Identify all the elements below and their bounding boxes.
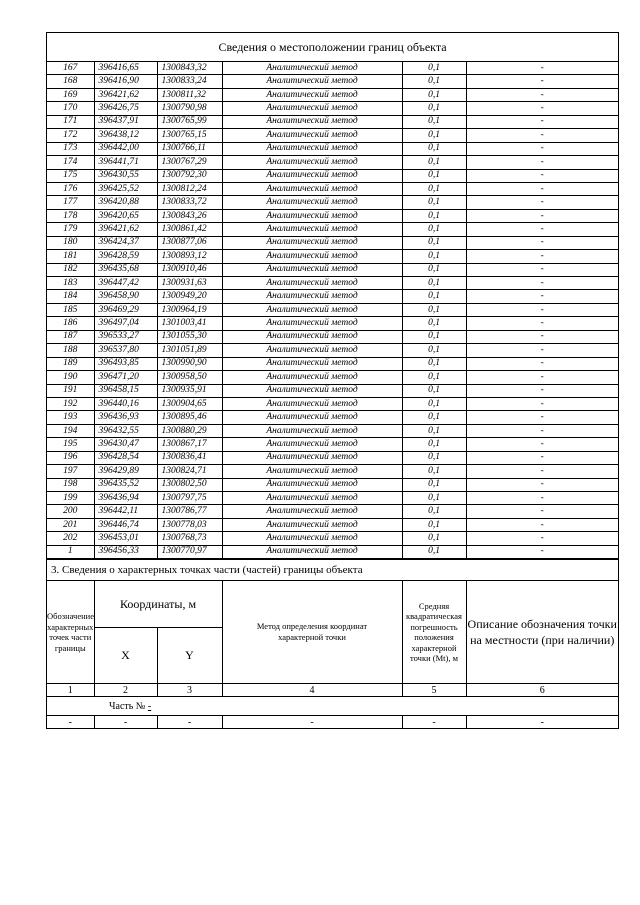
method-cell: Аналитический метод — [222, 371, 402, 384]
method-cell: Аналитический метод — [222, 344, 402, 357]
description-cell: - — [466, 182, 618, 195]
error-cell: 0,1 — [402, 115, 466, 128]
error-cell: 0,1 — [402, 223, 466, 236]
error-cell: 0,1 — [402, 384, 466, 397]
description-cell: - — [466, 438, 618, 451]
coord-x-cell: 396441,71 — [94, 156, 157, 169]
coord-y-cell: 1300958,50 — [157, 371, 222, 384]
coord-y-cell: 1300949,20 — [157, 290, 222, 303]
description-cell: - — [466, 115, 618, 128]
coord-y-cell: 1300767,29 — [157, 156, 222, 169]
description-cell: - — [466, 317, 618, 330]
description-cell: - — [466, 290, 618, 303]
description-cell: - — [466, 223, 618, 236]
method-cell: Аналитический метод — [222, 545, 402, 558]
method-cell: Аналитический метод — [222, 88, 402, 101]
part-label: Часть № — [109, 700, 146, 712]
error-cell: 0,1 — [402, 196, 466, 209]
coord-x-cell: 396436,93 — [94, 411, 157, 424]
coord-x-cell: 396432,55 — [94, 424, 157, 437]
description-cell: - — [466, 88, 618, 101]
coord-y-cell: 1300843,26 — [157, 209, 222, 222]
coord-x-cell: 396497,04 — [94, 317, 157, 330]
description-cell: - — [466, 250, 618, 263]
table-row — [47, 344, 618, 357]
column-numbers-row — [47, 684, 618, 697]
point-number-cell: 188 — [47, 344, 94, 357]
coord-x-cell: 396416,90 — [94, 75, 157, 88]
table-cell: - — [47, 716, 94, 729]
coord-x-cell: 396421,62 — [94, 88, 157, 101]
coord-x-cell: 396537,80 — [94, 344, 157, 357]
table-cell: - — [466, 716, 618, 729]
table-row — [47, 465, 618, 478]
method-cell: Аналитический метод — [222, 169, 402, 182]
error-cell: 0,1 — [402, 263, 466, 276]
method-cell: Аналитический метод — [222, 182, 402, 195]
error-cell: 0,1 — [402, 478, 466, 491]
header-x: X — [94, 628, 157, 684]
point-number-cell: 187 — [47, 330, 94, 343]
error-cell: 0,1 — [402, 518, 466, 531]
method-cell: Аналитический метод — [222, 223, 402, 236]
coord-y-cell: 1300812,24 — [157, 182, 222, 195]
coord-y-cell: 1300877,06 — [157, 236, 222, 249]
description-cell: - — [466, 505, 618, 518]
coord-x-cell: 396458,90 — [94, 290, 157, 303]
table-row — [47, 478, 618, 491]
column-number: 3 — [157, 684, 222, 697]
coord-y-cell: 1300766,11 — [157, 142, 222, 155]
coord-x-cell: 396430,55 — [94, 169, 157, 182]
error-cell: 0,1 — [402, 424, 466, 437]
part-number-cell — [47, 697, 618, 716]
error-cell: 0,1 — [402, 236, 466, 249]
table-row — [47, 250, 618, 263]
description-cell: - — [466, 142, 618, 155]
coord-y-cell: 1300964,19 — [157, 303, 222, 316]
coord-y-cell: 1300893,12 — [157, 250, 222, 263]
method-cell: Аналитический метод — [222, 438, 402, 451]
coord-y-cell: 1300843,32 — [157, 62, 222, 75]
description-cell: - — [466, 75, 618, 88]
coord-x-cell: 396428,59 — [94, 250, 157, 263]
error-cell: 0,1 — [402, 344, 466, 357]
method-cell: Аналитический метод — [222, 505, 402, 518]
coord-x-cell: 396442,11 — [94, 505, 157, 518]
coord-x-cell: 396426,75 — [94, 102, 157, 115]
coordinates-table-body — [47, 62, 618, 559]
error-cell: 0,1 — [402, 330, 466, 343]
column-number: 6 — [466, 684, 618, 697]
table-row — [47, 156, 618, 169]
table-row — [47, 236, 618, 249]
table-row — [47, 169, 618, 182]
table-row — [47, 492, 618, 505]
point-number-cell: 184 — [47, 290, 94, 303]
table-row — [47, 129, 618, 142]
table-row — [47, 451, 618, 464]
point-number-cell: 185 — [47, 303, 94, 316]
coord-x-cell: 396435,52 — [94, 478, 157, 491]
column-number: 5 — [402, 684, 466, 697]
method-cell: Аналитический метод — [222, 384, 402, 397]
coord-x-cell: 396458,15 — [94, 384, 157, 397]
description-cell: - — [466, 518, 618, 531]
point-number-cell: 198 — [47, 478, 94, 491]
error-cell: 0,1 — [402, 129, 466, 142]
coord-y-cell: 1300990,90 — [157, 357, 222, 370]
coord-y-cell: 1300833,24 — [157, 75, 222, 88]
coord-y-cell: 1301055,30 — [157, 330, 222, 343]
coord-y-cell: 1300931,63 — [157, 277, 222, 290]
method-cell: Аналитический метод — [222, 465, 402, 478]
part-points-table — [47, 581, 618, 728]
error-cell: 0,1 — [402, 169, 466, 182]
description-cell: - — [466, 371, 618, 384]
document-sheet — [46, 32, 619, 729]
point-number-cell: 197 — [47, 465, 94, 478]
header-error: Средняя квадратическая погрешность положения характерной точки (Mt), м — [402, 581, 466, 684]
header-designation: Обозначение характерных точек части границы — [47, 581, 94, 684]
coord-y-cell: 1300880,29 — [157, 424, 222, 437]
error-cell: 0,1 — [402, 88, 466, 101]
point-number-cell: 193 — [47, 411, 94, 424]
coord-x-cell: 396435,68 — [94, 263, 157, 276]
description-cell: - — [466, 303, 618, 316]
description-cell: - — [466, 102, 618, 115]
table-row — [47, 371, 618, 384]
description-cell: - — [466, 277, 618, 290]
table-row — [47, 303, 618, 316]
method-cell: Аналитический метод — [222, 115, 402, 128]
coord-x-cell: 396442,00 — [94, 142, 157, 155]
point-number-cell: 175 — [47, 169, 94, 182]
point-number-cell: 171 — [47, 115, 94, 128]
coord-x-cell: 396456,33 — [94, 545, 157, 558]
column-number: 4 — [222, 684, 402, 697]
coord-y-cell: 1301003,41 — [157, 317, 222, 330]
error-cell: 0,1 — [402, 438, 466, 451]
description-cell: - — [466, 129, 618, 142]
method-cell: Аналитический метод — [222, 102, 402, 115]
method-cell: Аналитический метод — [222, 451, 402, 464]
table-row — [47, 277, 618, 290]
point-number-cell: 169 — [47, 88, 94, 101]
point-number-cell: 179 — [47, 223, 94, 236]
error-cell: 0,1 — [402, 250, 466, 263]
coord-x-cell: 396421,62 — [94, 223, 157, 236]
method-cell: Аналитический метод — [222, 518, 402, 531]
method-cell: Аналитический метод — [222, 236, 402, 249]
error-cell: 0,1 — [402, 62, 466, 75]
description-cell: - — [466, 411, 618, 424]
error-cell: 0,1 — [402, 75, 466, 88]
method-cell: Аналитический метод — [222, 478, 402, 491]
coord-y-cell: 1300765,99 — [157, 115, 222, 128]
point-number-cell: 201 — [47, 518, 94, 531]
point-number-cell: 183 — [47, 277, 94, 290]
method-cell: Аналитический метод — [222, 411, 402, 424]
table-cell: - — [222, 716, 402, 729]
table-row — [47, 357, 618, 370]
header-coordinates: Координаты, м — [94, 581, 222, 628]
coord-y-cell: 1300792,30 — [157, 169, 222, 182]
table-row — [47, 317, 618, 330]
error-cell: 0,1 — [402, 317, 466, 330]
method-cell: Аналитический метод — [222, 142, 402, 155]
table-row — [47, 102, 618, 115]
description-cell: - — [466, 330, 618, 343]
point-number-cell: 191 — [47, 384, 94, 397]
description-cell: - — [466, 156, 618, 169]
point-number-cell: 196 — [47, 451, 94, 464]
empty-points-row — [47, 716, 618, 729]
table-row — [47, 223, 618, 236]
method-cell: Аналитический метод — [222, 357, 402, 370]
description-cell: - — [466, 62, 618, 75]
description-cell: - — [466, 209, 618, 222]
coord-x-cell: 396438,12 — [94, 129, 157, 142]
description-cell: - — [466, 196, 618, 209]
point-number-cell: 182 — [47, 263, 94, 276]
coord-x-cell: 396428,54 — [94, 451, 157, 464]
point-number-cell: 170 — [47, 102, 94, 115]
coord-x-cell: 396416,65 — [94, 62, 157, 75]
error-cell: 0,1 — [402, 209, 466, 222]
coord-x-cell: 396493,85 — [94, 357, 157, 370]
method-cell: Аналитический метод — [222, 290, 402, 303]
point-number-cell: 192 — [47, 397, 94, 410]
method-cell: Аналитический метод — [222, 532, 402, 545]
point-number-cell: 173 — [47, 142, 94, 155]
description-cell: - — [466, 397, 618, 410]
point-number-cell: 200 — [47, 505, 94, 518]
description-cell: - — [466, 384, 618, 397]
coord-y-cell: 1300935,91 — [157, 384, 222, 397]
description-cell: - — [466, 263, 618, 276]
coord-y-cell: 1300768,73 — [157, 532, 222, 545]
error-cell: 0,1 — [402, 357, 466, 370]
description-cell: - — [466, 492, 618, 505]
table-cell: - — [94, 716, 157, 729]
table-row — [47, 424, 618, 437]
table-row — [47, 62, 618, 75]
point-number-cell: 178 — [47, 209, 94, 222]
part-number-row — [47, 697, 618, 716]
coord-y-cell: 1300910,46 — [157, 263, 222, 276]
table-row — [47, 518, 618, 531]
table-row — [47, 532, 618, 545]
table-row — [47, 196, 618, 209]
coord-y-cell: 1300895,46 — [157, 411, 222, 424]
coord-x-cell: 396420,65 — [94, 209, 157, 222]
point-number-cell: 1 — [47, 545, 94, 558]
coord-y-cell: 1300778,03 — [157, 518, 222, 531]
error-cell: 0,1 — [402, 303, 466, 316]
section-3-title: 3. Сведения о характерных точках части (частей) границы объекта — [47, 559, 618, 581]
coord-x-cell: 396533,27 — [94, 330, 157, 343]
table-row — [47, 75, 618, 88]
point-number-cell: 189 — [47, 357, 94, 370]
point-number-cell: 176 — [47, 182, 94, 195]
coord-x-cell: 396424,37 — [94, 236, 157, 249]
coord-y-cell: 1300770,97 — [157, 545, 222, 558]
point-number-cell: 202 — [47, 532, 94, 545]
part-value: - — [147, 700, 152, 712]
coord-x-cell: 396420,88 — [94, 196, 157, 209]
table-row — [47, 290, 618, 303]
point-number-cell: 167 — [47, 62, 94, 75]
description-cell: - — [466, 344, 618, 357]
error-cell: 0,1 — [402, 142, 466, 155]
table-row — [47, 115, 618, 128]
method-cell: Аналитический метод — [222, 424, 402, 437]
error-cell: 0,1 — [402, 156, 466, 169]
header-method: Метод определения координат характерной точки — [222, 581, 402, 684]
coord-y-cell: 1300786,77 — [157, 505, 222, 518]
coord-x-cell: 396447,42 — [94, 277, 157, 290]
table-row — [47, 330, 618, 343]
coord-x-cell: 396446,74 — [94, 518, 157, 531]
error-cell: 0,1 — [402, 465, 466, 478]
coord-x-cell: 396453,01 — [94, 532, 157, 545]
method-cell: Аналитический метод — [222, 250, 402, 263]
table-row — [47, 411, 618, 424]
coord-y-cell: 1300833,72 — [157, 196, 222, 209]
error-cell: 0,1 — [402, 545, 466, 558]
error-cell: 0,1 — [402, 451, 466, 464]
table-cell: - — [402, 716, 466, 729]
point-number-cell: 172 — [47, 129, 94, 142]
method-cell: Аналитический метод — [222, 330, 402, 343]
method-cell: Аналитический метод — [222, 492, 402, 505]
coord-y-cell: 1300811,32 — [157, 88, 222, 101]
description-cell: - — [466, 545, 618, 558]
column-number: 1 — [47, 684, 94, 697]
table-row — [47, 384, 618, 397]
method-cell: Аналитический метод — [222, 263, 402, 276]
table-row — [47, 88, 618, 101]
method-cell: Аналитический метод — [222, 196, 402, 209]
coord-y-cell: 1300861,42 — [157, 223, 222, 236]
point-number-cell: 177 — [47, 196, 94, 209]
coord-y-cell: 1300790,98 — [157, 102, 222, 115]
page-title — [47, 33, 618, 62]
description-cell: - — [466, 451, 618, 464]
coord-x-cell: 396429,89 — [94, 465, 157, 478]
description-cell: - — [466, 169, 618, 182]
error-cell: 0,1 — [402, 290, 466, 303]
table-row — [47, 397, 618, 410]
method-cell: Аналитический метод — [222, 317, 402, 330]
point-number-cell: 174 — [47, 156, 94, 169]
error-cell: 0,1 — [402, 411, 466, 424]
point-number-cell: 190 — [47, 371, 94, 384]
table-row — [47, 209, 618, 222]
coord-x-cell: 396425,52 — [94, 182, 157, 195]
coord-x-cell: 396440,16 — [94, 397, 157, 410]
coord-y-cell: 1300765,15 — [157, 129, 222, 142]
table-row — [47, 505, 618, 518]
method-cell: Аналитический метод — [222, 303, 402, 316]
description-cell: - — [466, 357, 618, 370]
coord-x-cell: 396471,20 — [94, 371, 157, 384]
error-cell: 0,1 — [402, 505, 466, 518]
description-cell: - — [466, 424, 618, 437]
coord-x-cell: 396436,94 — [94, 492, 157, 505]
page-title-text: Сведения о местоположении границ объекта — [218, 39, 447, 54]
method-cell: Аналитический метод — [222, 397, 402, 410]
point-number-cell: 181 — [47, 250, 94, 263]
description-cell: - — [466, 532, 618, 545]
method-cell: Аналитический метод — [222, 156, 402, 169]
header-description: Описание обозначения точки на местности (при наличии) — [466, 581, 618, 684]
point-number-cell: 199 — [47, 492, 94, 505]
coord-y-cell: 1300904,65 — [157, 397, 222, 410]
table-row — [47, 182, 618, 195]
method-cell: Аналитический метод — [222, 75, 402, 88]
method-cell: Аналитический метод — [222, 62, 402, 75]
coord-y-cell: 1300836,41 — [157, 451, 222, 464]
coordinates-table — [47, 62, 618, 559]
coord-x-cell: 396437,91 — [94, 115, 157, 128]
point-number-cell: 186 — [47, 317, 94, 330]
description-cell: - — [466, 478, 618, 491]
header-y: Y — [157, 628, 222, 684]
method-cell: Аналитический метод — [222, 277, 402, 290]
table-row — [47, 142, 618, 155]
coord-x-cell: 396469,29 — [94, 303, 157, 316]
error-cell: 0,1 — [402, 532, 466, 545]
error-cell: 0,1 — [402, 277, 466, 290]
error-cell: 0,1 — [402, 492, 466, 505]
table-row — [47, 438, 618, 451]
table-row — [47, 263, 618, 276]
coord-y-cell: 1300867,17 — [157, 438, 222, 451]
coord-y-cell: 1300824,71 — [157, 465, 222, 478]
point-number-cell: 195 — [47, 438, 94, 451]
error-cell: 0,1 — [402, 102, 466, 115]
coord-y-cell: 1300802,50 — [157, 478, 222, 491]
method-cell: Аналитический метод — [222, 129, 402, 142]
point-number-cell: 194 — [47, 424, 94, 437]
coord-y-cell: 1300797,75 — [157, 492, 222, 505]
description-cell: - — [466, 465, 618, 478]
method-cell: Аналитический метод — [222, 209, 402, 222]
error-cell: 0,1 — [402, 182, 466, 195]
coord-y-cell: 1301051,89 — [157, 344, 222, 357]
point-number-cell: 180 — [47, 236, 94, 249]
coord-x-cell: 396430,47 — [94, 438, 157, 451]
table-row — [47, 545, 618, 558]
point-number-cell: 168 — [47, 75, 94, 88]
column-number: 2 — [94, 684, 157, 697]
description-cell: - — [466, 236, 618, 249]
error-cell: 0,1 — [402, 397, 466, 410]
table-cell: - — [157, 716, 222, 729]
error-cell: 0,1 — [402, 371, 466, 384]
